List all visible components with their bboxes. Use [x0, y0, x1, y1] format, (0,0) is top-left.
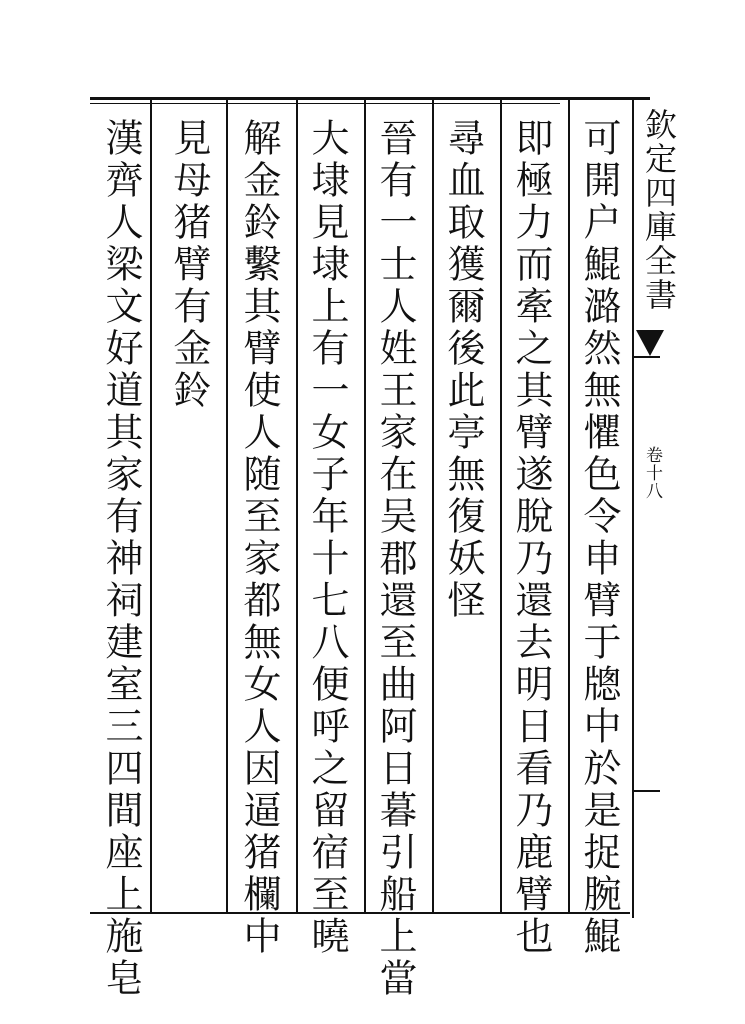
column-divider: [568, 100, 570, 912]
text-column: 晉有一士人姓王家在吴郡還至曲阿日暮引船上當: [373, 118, 417, 1000]
margin-divider: [632, 98, 634, 918]
top-border: [90, 97, 650, 100]
text-column: 解金鈴繫其臂使人随至家都無女人因逼猪欄中: [237, 118, 281, 958]
column-divider: [432, 100, 434, 912]
margin-tick: [632, 790, 660, 792]
column-divider: [500, 100, 502, 912]
column-divider: [364, 100, 366, 912]
column-divider: [150, 100, 152, 912]
text-column: 漢齊人梁文好道其家有神祠建室三四間座上施皂: [99, 118, 143, 1000]
text-column: 可開户鯤潞然無懼色令申臂于牕中於是捉腕鯤: [577, 118, 621, 958]
volume-number: 卷十八: [642, 446, 662, 500]
column-divider: [226, 100, 228, 912]
text-column: 即極力而牽之其臂遂脫乃還去明日看乃鹿臂也: [509, 118, 553, 958]
book-title: 欽定四庫全書: [640, 108, 678, 312]
text-column: 尋血取獲爾後此亭無復妖怪: [441, 118, 485, 622]
text-column: 大埭見埭上有一女子年十七八便呼之留宿至曉: [305, 118, 349, 958]
text-column: 見母猪臂有金鈴: [167, 118, 211, 412]
top-border-inner: [90, 103, 560, 104]
fishtail-mark: [636, 330, 664, 356]
margin-tick: [632, 356, 660, 358]
column-divider: [296, 100, 298, 912]
